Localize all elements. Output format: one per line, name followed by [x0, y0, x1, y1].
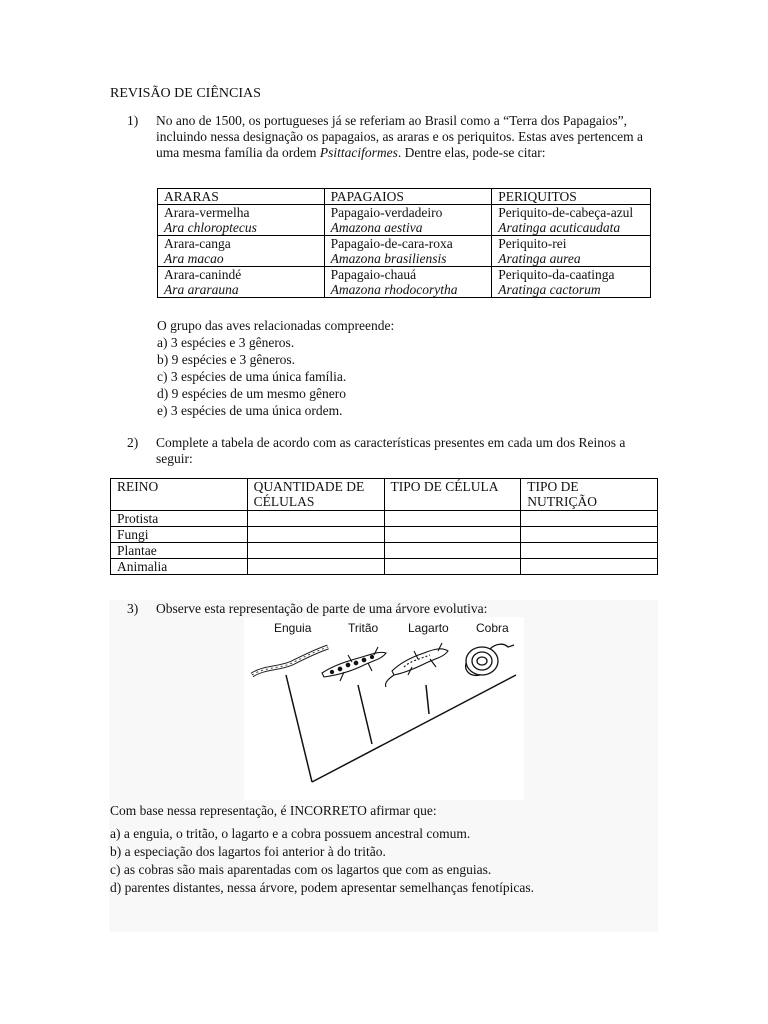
- table-cell: [324, 205, 492, 236]
- q1-text-part2: . Dentre elas, pode-se citar:: [397, 145, 546, 160]
- blank-cell[interactable]: [247, 511, 384, 527]
- common-name: Papagaio-verdadeiro: [330, 205, 443, 220]
- table-cell: [492, 267, 651, 298]
- blank-cell[interactable]: [521, 527, 658, 543]
- q2-number: 2): [127, 435, 139, 450]
- q1-text-italic: Psittaciformes: [319, 145, 398, 160]
- table-row: [111, 559, 658, 575]
- option-c: c) 3 espécies de uma única família.: [157, 369, 347, 384]
- scientific-name: Amazona aestiva: [330, 220, 423, 235]
- header-araras: ARARAS: [158, 189, 325, 205]
- common-name: Periquito-de-cabeça-azul: [498, 205, 634, 220]
- table-row: [111, 511, 658, 527]
- blank-cell[interactable]: [521, 559, 658, 575]
- blank-cell[interactable]: [521, 543, 658, 559]
- table-cell: [158, 205, 325, 236]
- common-name: Arara-vermelha: [164, 205, 250, 220]
- table-cell: [492, 205, 651, 236]
- birds-table: [157, 188, 651, 298]
- blank-cell[interactable]: [247, 527, 384, 543]
- header-papagaios: PAPAGAIOS: [324, 189, 492, 205]
- label-cobra: Cobra: [476, 621, 509, 635]
- common-name: Papagaio-de-cara-roxa: [330, 236, 453, 251]
- header-tipo-celula: TIPO DE CÉLULA: [384, 479, 521, 511]
- header-periquitos: PERIQUITOS: [492, 189, 651, 205]
- option-d: d) 9 espécies de um mesmo gênero: [157, 386, 346, 401]
- q1-text: [156, 113, 656, 161]
- option-c: c) as cobras são mais aparentadas com os lagartos que com as enguias.: [110, 862, 492, 877]
- option-b: b) a especiação dos lagartos foi anterior à do tritão.: [110, 844, 386, 859]
- option-d: d) parentes distantes, nessa árvore, podem apresentar semelhanças fenotípicas.: [110, 880, 534, 895]
- scientific-name: Ara ararauna: [164, 282, 239, 297]
- option-a: a) a enguia, o tritão, o lagarto e a cobra possuem ancestral comum.: [110, 826, 471, 841]
- q3-options: [110, 826, 534, 898]
- blank-cell[interactable]: [521, 511, 658, 527]
- scientific-name: Ara macao: [164, 251, 224, 266]
- scientific-name: Ara chloroptecus: [164, 220, 257, 235]
- label-enguia: Enguia: [274, 621, 312, 635]
- q1-text-part1: No ano de 1500, os portugueses já se referiam ao Brasil como a “Terra dos Papagaios”, incluindo nessa designação os papagaios, as araras e os periquitos. Estas aves pertencem a uma mesma família da ordem: [156, 113, 643, 160]
- common-name: Papagaio-chauá: [330, 267, 417, 282]
- figure-background: [244, 617, 524, 800]
- blank-cell[interactable]: [384, 559, 521, 575]
- scientific-name: Amazona rhodocorytha: [330, 282, 458, 297]
- reinos-table-header: [111, 479, 658, 511]
- blank-cell[interactable]: [384, 543, 521, 559]
- scientific-name: Aratinga acuticaudata: [498, 220, 621, 235]
- q1-question: O grupo das aves relacionadas compreende:: [157, 318, 395, 333]
- reino-name: Animalia: [111, 559, 248, 575]
- scientific-name: Aratinga cactorum: [498, 282, 601, 297]
- option-e: e) 3 espécies de uma única ordem.: [157, 403, 343, 418]
- q3-text: Observe esta representação de parte de uma árvore evolutiva:: [156, 601, 488, 616]
- table-cell: [324, 267, 492, 298]
- common-name: Arara-canga: [164, 236, 231, 251]
- q1-number: 1): [127, 113, 139, 128]
- reino-name: Protista: [111, 511, 248, 527]
- common-name: Periquito-rei: [498, 236, 567, 251]
- table-row: [158, 236, 651, 267]
- table-row: [111, 527, 658, 543]
- header-tipo-nutricao: TIPO DE NUTRIÇÃO: [521, 479, 658, 511]
- evolutionary-tree-figure: [244, 617, 524, 800]
- q3-number: 3): [127, 601, 139, 616]
- header-quantidade: QUANTIDADE DE CÉLULAS: [247, 479, 384, 511]
- scientific-name: Aratinga aurea: [498, 251, 581, 266]
- common-name: Periquito-da-caatinga: [498, 267, 615, 282]
- table-row: [111, 543, 658, 559]
- option-a: a) 3 espécies e 3 gêneros.: [157, 335, 295, 350]
- option-b: b) 9 espécies e 3 gêneros.: [157, 352, 295, 367]
- table-cell: [158, 236, 325, 267]
- table-cell: [324, 236, 492, 267]
- reinos-table: [110, 478, 658, 575]
- label-tritao: Tritão: [348, 621, 379, 635]
- reino-name: Plantae: [111, 543, 248, 559]
- table-row: [158, 267, 651, 298]
- q2-text: Complete a tabela de acordo com as características presentes em cada um dos Reinos a seguir:: [156, 435, 626, 466]
- table-cell: [158, 267, 325, 298]
- reino-name: Fungi: [111, 527, 248, 543]
- page-title: REVISÃO DE CIÊNCIAS: [110, 86, 261, 101]
- header-reino: REINO: [111, 479, 248, 511]
- blank-cell[interactable]: [384, 527, 521, 543]
- blank-cell[interactable]: [247, 543, 384, 559]
- q1-options: [157, 335, 346, 420]
- birds-table-header: [158, 189, 651, 205]
- blank-cell[interactable]: [384, 511, 521, 527]
- common-name: Arara-canindé: [164, 267, 242, 282]
- scientific-name: Amazona brasiliensis: [330, 251, 447, 266]
- table-row: [158, 205, 651, 236]
- table-cell: [492, 236, 651, 267]
- blank-cell[interactable]: [247, 559, 384, 575]
- q3-question: Com base nessa representação, é INCORRETO afirmar que:: [110, 803, 437, 818]
- label-lagarto: Lagarto: [408, 621, 449, 635]
